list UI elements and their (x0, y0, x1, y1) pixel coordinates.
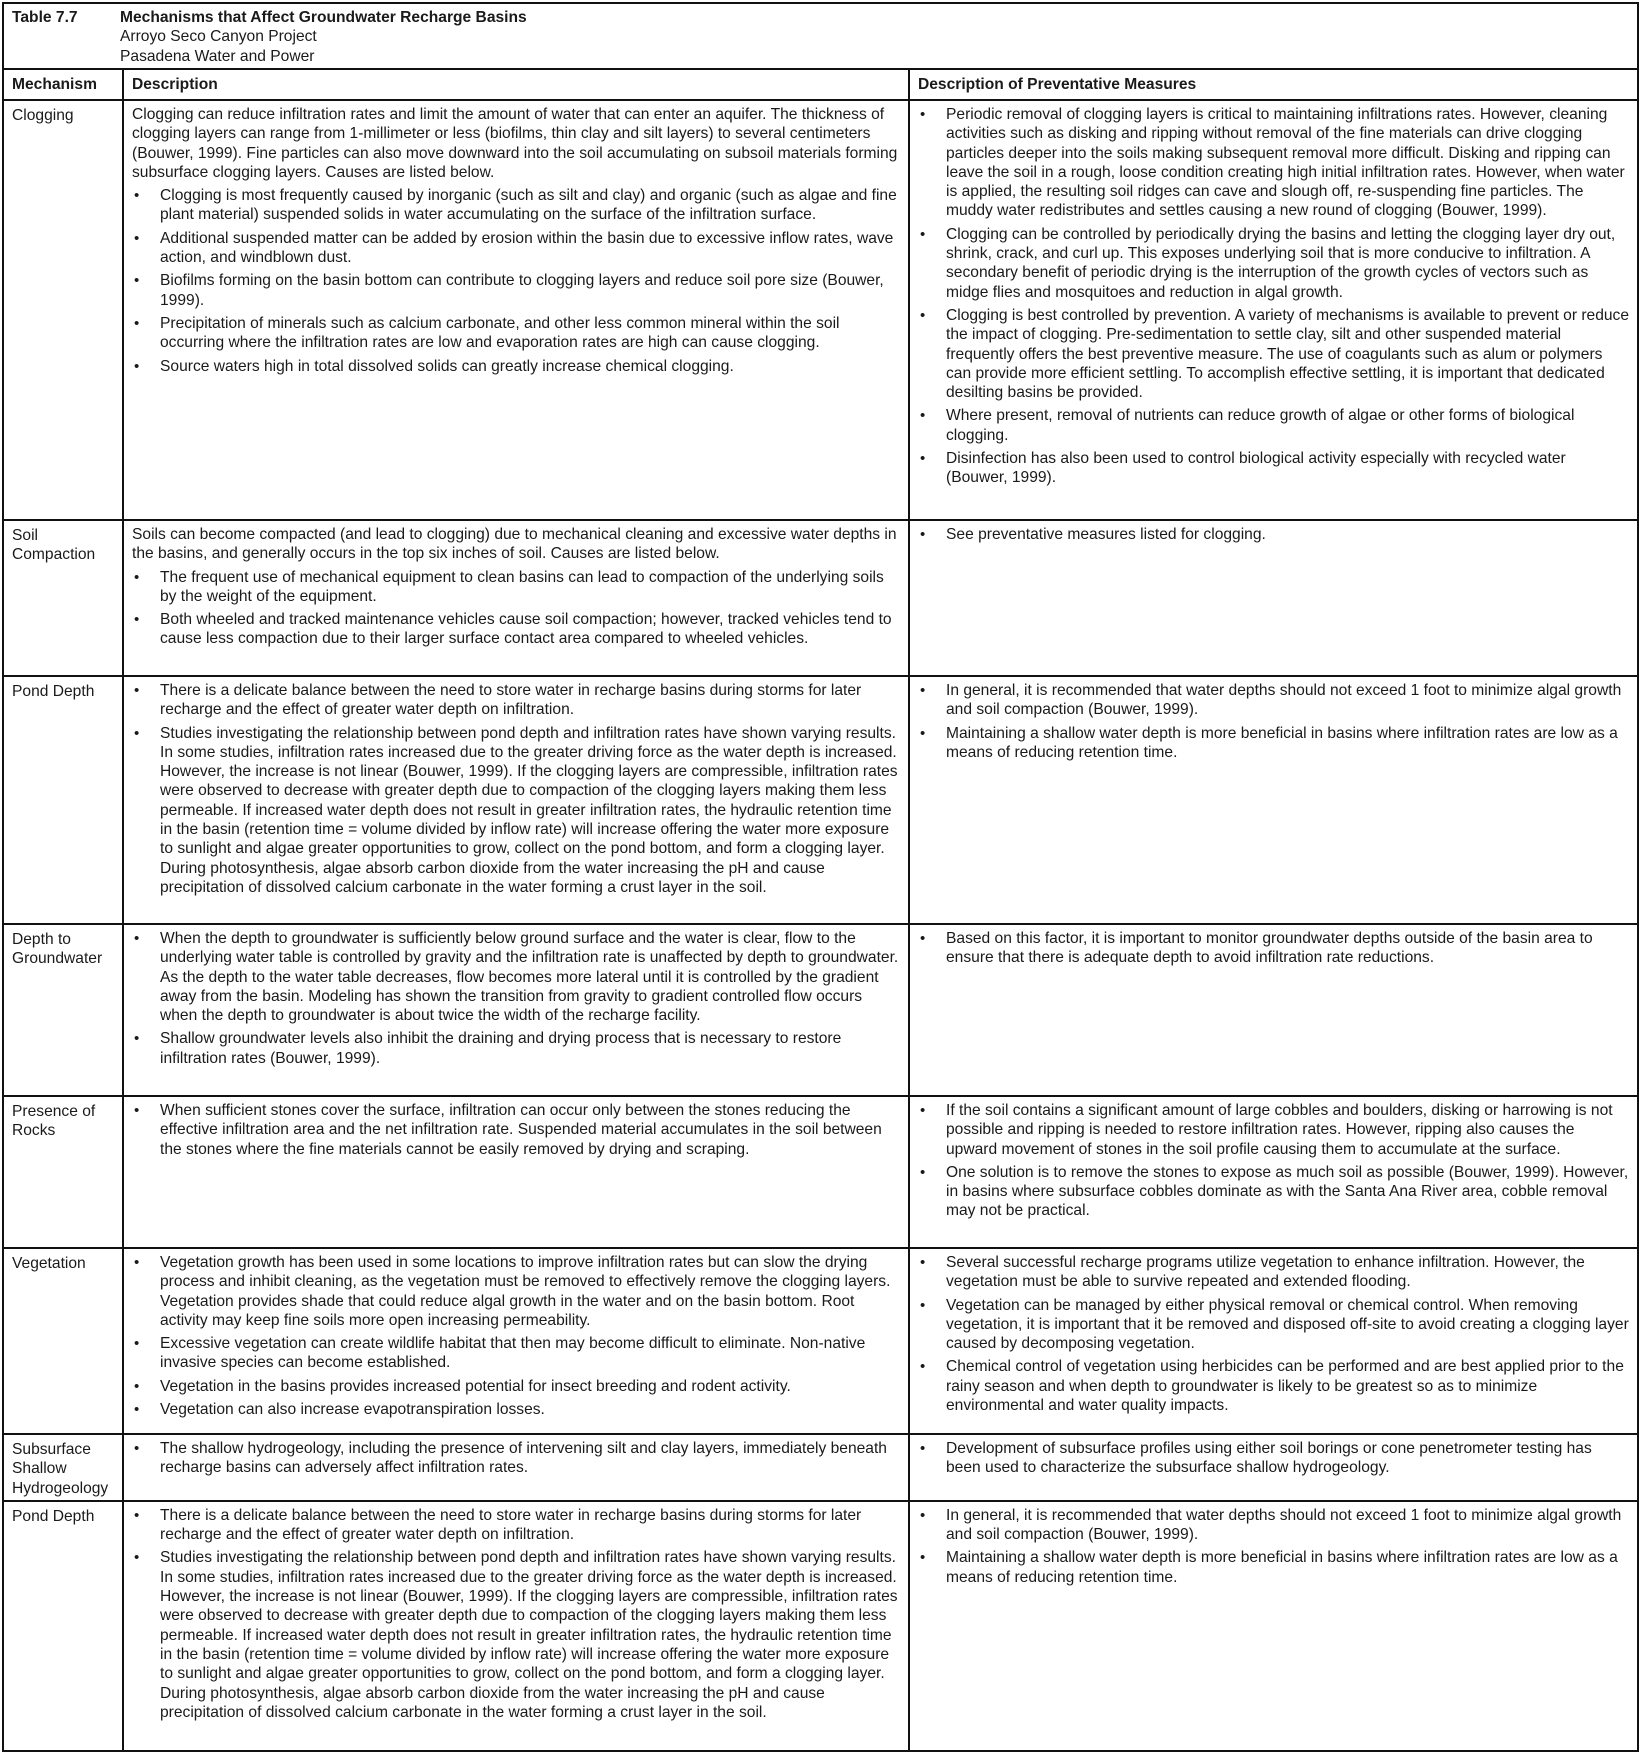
description-bullet (132, 681, 900, 720)
bullet-icon: • (134, 1401, 140, 1419)
description-bullet-text: Additional suspended matter can be added by erosion within the basin due to excessive inflow rates, wave action, and windblown dust. (160, 229, 894, 267)
bullet-icon: • (134, 1377, 140, 1395)
measure-bullet-list (918, 681, 1629, 762)
bullet-icon: • (134, 930, 140, 947)
measure-bullet-text: Periodic removal of clogging layers is critical to maintaining infiltrations rates. However, cleaning activities such as disking and ripping without removal of the fine materials can drive clogging particles deeper into the soils making subsequent removal more difficult. Disking and ripping can leave the soil in a rough, loose condition creating high initial infiltration rates. However, when water is applied, the resulting soil ridges can cave and slough off, re-suspending fine particles. The muddy water redistributes and settles causing a new round of clogging (Bouwer, 1999). (946, 106, 1625, 220)
description-cell (123, 676, 909, 924)
description-bullet-text: Shallow groundwater levels also inhibit the draining and drying process that is necessary to restore infiltration rates (Bouwer, 1999). (160, 1030, 842, 1067)
bullet-icon: • (920, 106, 926, 123)
bullet-icon: • (134, 314, 140, 332)
measure-bullet-list (918, 1253, 1629, 1415)
measure-bullet-text: Vegetation can be managed by either physical removal or chemical control. When removing vegetation, it is important that it be removed and disposed off-site to avoid creating a clogging layer caused by decomposing vegetation. (946, 1296, 1629, 1353)
description-bullet-text: Source waters high in total dissolved solids can greatly increase chemical clogging. (160, 357, 734, 375)
measure-bullet (918, 1253, 1629, 1292)
description-bullet-text: Excessive vegetation can create wildlife habitat that then may become difficult to eliminate. Non-native invasive species can become established. (160, 1335, 866, 1372)
header-row (3, 69, 1638, 100)
bullet-icon: • (920, 407, 926, 425)
description-bullet-list (132, 1439, 900, 1478)
description-bullet (132, 1439, 900, 1478)
description-bullet-list (132, 1101, 900, 1159)
description-bullet (132, 1548, 900, 1722)
bullet-icon: • (920, 1440, 926, 1457)
description-bullet-text: Vegetation growth has been used in some locations to improve infiltration rates but can slow the drying process and inhibit cleaning, as the vegetation must be removed to effectively remove the clogging layers. Vegetation provides shade that could reduce algal growth in the water and on the basin bottom. Root activity may keep fine soils more open increasing permeability. (160, 1254, 891, 1329)
preventative-measures-cell (909, 100, 1638, 520)
mechanism-cell: Clogging (3, 100, 123, 520)
table-row (3, 1434, 1638, 1501)
bullet-icon: • (134, 1549, 140, 1567)
bullet-icon: • (920, 930, 926, 947)
description-bullet (132, 1506, 900, 1545)
measure-bullet-text: In general, it is recommended that water depths should not exceed 1 foot to minimize algal growth and soil compaction (Bouwer, 1999). (946, 682, 1622, 719)
bullet-icon: • (134, 229, 140, 247)
bullet-icon: • (134, 682, 140, 699)
mechanism-cell: Pond Depth (3, 1501, 123, 1751)
table-row (3, 1248, 1638, 1434)
description-bullet-list (132, 1253, 900, 1419)
measure-bullet-text: Where present, removal of nutrients can reduce growth of algae or other forms of biological clogging. (946, 407, 1575, 444)
measure-bullet (918, 525, 1629, 544)
mechanisms-table (2, 2, 1639, 1752)
mechanism-cell: Vegetation (3, 1248, 123, 1434)
bullet-icon: • (920, 526, 926, 543)
header-mechanism: Mechanism (3, 69, 123, 100)
description-cell (123, 924, 909, 1096)
measure-bullet-text: Several successful recharge programs utilize vegetation to enhance infiltration. However, the vegetation must be able to survive repeated and extended flooding. (946, 1254, 1585, 1291)
description-bullet-list (132, 568, 900, 649)
bullet-icon: • (920, 682, 926, 699)
measure-bullet-text: Clogging can be controlled by periodically drying the basins and letting the clogging layer dry out, shrink, crack, and curl up. This exposes underlying soil that is more conducive to infiltration. A secondary benefit of periodic drying is the interruption of the growth cycles of vectors such as midge flies and mosquitoes and reduction in algal growth. (946, 225, 1616, 301)
measure-bullet-text: Maintaining a shallow water depth is more beneficial in basins where infiltration rates are low as a means of reducing retention time. (946, 724, 1618, 761)
measure-bullet-text: Maintaining a shallow water depth is more beneficial in basins where infiltration rates are low as a means of reducing retention time. (946, 1549, 1618, 1586)
description-cell (123, 1434, 909, 1501)
measure-bullet-text: One solution is to remove the stones to expose as much soil as possible (Bouwer, 1999). However, in basins where subsurface cobbles dominate as with the Santa Ana River area, cobble removal may not be practical. (946, 1163, 1629, 1220)
preventative-measures-cell (909, 1501, 1638, 1751)
preventative-measures-cell (909, 676, 1638, 924)
measure-bullet-text: See preventative measures listed for clogging. (946, 526, 1266, 543)
measure-bullet (918, 724, 1629, 763)
description-bullet (132, 1377, 900, 1396)
bullet-icon: • (134, 1506, 140, 1524)
measure-bullet (918, 449, 1629, 488)
description-bullet (132, 357, 900, 376)
mechanism-cell: Subsurface Shallow Hydrogeology (3, 1434, 123, 1501)
table-subtitle-org: Pasadena Water and Power (120, 47, 315, 65)
description-intro: Clogging can reduce infiltration rates and limit the amount of water that can enter an aquifer. The thickness of clogging layers can range from 1-millimeter or less (biofilms, thin clay and silt layers) to several centimeters (Bouwer, 1999). Fine particles can also move downward into the soil accumulating on subsoil materials forming subsurface clogging layers. Causes are listed below. (132, 106, 898, 181)
bullet-icon: • (134, 1254, 140, 1271)
table-title-cell (3, 3, 1638, 69)
description-bullet (132, 929, 900, 1025)
table-subtitle-project: Arroyo Seco Canyon Project (120, 28, 317, 46)
bullet-icon: • (920, 1358, 926, 1376)
measure-bullet-list (918, 929, 1629, 968)
measure-bullet (918, 1548, 1629, 1587)
bullet-icon: • (920, 1296, 926, 1314)
description-bullet-text: There is a delicate balance between the need to store water in recharge basins during storms for later recharge and the effect of greater water depth on infiltration. (160, 682, 862, 719)
measure-bullet (918, 306, 1629, 402)
description-bullet-list (132, 1506, 900, 1722)
measure-bullet (918, 1357, 1629, 1415)
preventative-measures-cell (909, 520, 1638, 676)
preventative-measures-cell (909, 1096, 1638, 1248)
description-bullet (132, 271, 900, 310)
bullet-icon: • (134, 611, 140, 629)
measure-bullet (918, 105, 1629, 221)
description-bullet-text: Both wheeled and tracked maintenance vehicles cause soil compaction; however, tracked vehicles tend to cause less compaction due to their larger surface contact area compared to wheeled vehicles. (160, 611, 892, 648)
measure-bullet (918, 1506, 1629, 1545)
measure-bullet-text: Chemical control of vegetation using herbicides can be performed and are best applied prior to the rainy season and when depth to groundwater is likely to be greatest so as to minimize environmental and water quality impacts. (946, 1358, 1624, 1415)
bullet-icon: • (134, 1102, 140, 1119)
measure-bullet (918, 1296, 1629, 1354)
preventative-measures-cell (909, 1434, 1638, 1501)
description-bullet-text: Vegetation can also increase evapotranspiration losses. (160, 1401, 545, 1419)
table-number: Table 7.7 (12, 9, 78, 26)
bullet-icon: • (134, 568, 140, 586)
description-bullet (132, 1101, 900, 1159)
measure-bullet-text: Clogging is best controlled by prevention. A variety of mechanisms is available to prevent or reduce the impact of clogging. Pre-sedimentation to settle clay, silt and other suspended material frequently offers the best preventive measure. The use of coagulants such as alum or polymers can provide more efficient settling. To accomplish effective settling, it is important that dedicated desilting basins be provided. (946, 306, 1630, 402)
description-cell (123, 100, 909, 520)
table-row (3, 100, 1638, 520)
measure-bullet-list (918, 105, 1629, 488)
description-bullet-list (132, 681, 900, 897)
description-bullet-text: Clogging is most frequently caused by inorganic (such as silt and clay) and organic (such as algae and fine plant material) suspended solids in water accumulating on the surface of the infiltration surface. (160, 187, 897, 224)
measure-bullet (918, 1439, 1629, 1478)
description-bullet-text: When sufficient stones cover the surface, infiltration can occur only between the stones reducing the effective infiltration area and the net infiltration rate. Suspended material accumulates in the soil between the stones where the fine materials cannot be easily removed by drying and scraping. (160, 1102, 882, 1158)
description-bullet-text: Biofilms forming on the basin bottom can contribute to clogging layers and reduce soil pore size (Bouwer, 1999). (160, 272, 884, 309)
header-preventative-measures: Description of Preventative Measures (909, 69, 1638, 100)
description-bullet (132, 610, 900, 649)
bullet-icon: • (134, 1335, 140, 1353)
description-cell (123, 1501, 909, 1751)
bullet-icon: • (134, 724, 140, 742)
measure-bullet-list (918, 525, 1629, 544)
table-row (3, 520, 1638, 676)
description-bullet (132, 229, 900, 268)
bullet-icon: • (134, 357, 140, 375)
description-bullet-text: Studies investigating the relationship between pond depth and infiltration rates have shown varying results. In some studies, infiltration rates increased due to the greater driving force as the water depth is increased. However, the increase is not linear (Bouwer, 1999). If the clogging layers are compressible, infiltration rates were observed to decrease with greater depth due to compaction of the clogging layers making them less permeable. If increased water depth does not result in greater infiltration rates, the hydraulic retention time in the basin (retention time = volume divided by inflow rate) will increase offering the water more exposure to sunlight and algae greater opportunities to grow, collect on the pond bottom, and form a clogging layer. During photosynthesis, algae absorb carbon dioxide from the water increasing the pH and cause precipitation of dissolved calcium carbonate in the water forming a crust layer in the soil. (160, 1549, 898, 1721)
preventative-measures-cell (909, 1248, 1638, 1434)
mechanism-cell: Pond Depth (3, 676, 123, 924)
bullet-icon: • (920, 1506, 926, 1524)
measure-bullet-list (918, 1101, 1629, 1221)
description-cell (123, 1248, 909, 1434)
table-title-row (3, 3, 1638, 69)
bullet-icon: • (920, 1549, 926, 1567)
table-title: Mechanisms that Affect Groundwater Recharge Basins (120, 9, 527, 26)
measure-bullet (918, 681, 1629, 720)
description-intro: Soils can become compacted (and lead to clogging) due to mechanical cleaning and excessive water depths in the basins, and generally occurs in the top six inches of soil. Causes are listed below. (132, 526, 897, 563)
description-bullet-text: Studies investigating the relationship between pond depth and infiltration rates have shown varying results. In some studies, infiltration rates increased due to the greater driving force as the water depth is increased. However, the increase is not linear (Bouwer, 1999). If the clogging layers are compressible, infiltration rates were observed to decrease with greater depth due to compaction of the clogging layers making them less permeable. If increased water depth does not result in greater infiltration rates, the hydraulic retention time in the basin (retention time = volume divided by inflow rate) will increase offering the water more exposure to sunlight and algae greater opportunities to grow, collect on the pond bottom, and form a clogging layer. During photosynthesis, algae absorb carbon dioxide from the water increasing the pH and cause precipitation of dissolved calcium carbonate in the water forming a crust layer in the soil. (160, 724, 898, 896)
measure-bullet (918, 406, 1629, 445)
description-bullet-text: The shallow hydrogeology, including the presence of intervening silt and clay layers, immediately beneath recharge basins can adversely affect infiltration rates. (160, 1440, 887, 1477)
description-bullet (132, 1400, 900, 1419)
bullet-icon: • (920, 724, 926, 742)
measure-bullet-text: If the soil contains a significant amount of large cobbles and boulders, disking or harrowing is not possible and ripping is needed to restore infiltration rates. However, ripping also causes the upward movement of stones in the soil profile causing them to accumulate at the surface. (946, 1102, 1613, 1158)
measure-bullet-list (918, 1506, 1629, 1587)
description-bullet (132, 1029, 900, 1068)
bullet-icon: • (920, 225, 926, 243)
table-row (3, 676, 1638, 924)
description-bullet (132, 1253, 900, 1330)
bullet-icon: • (920, 1163, 926, 1181)
description-bullet (132, 314, 900, 353)
measure-bullet (918, 225, 1629, 302)
description-bullet-text: Precipitation of minerals such as calcium carbonate, and other less common mineral within the soil occurring where the infiltration rates are low and evaporation rates are high can cause clogging. (160, 314, 840, 352)
description-cell (123, 520, 909, 676)
preventative-measures-cell (909, 924, 1638, 1096)
bullet-icon: • (920, 1102, 926, 1119)
measure-bullet (918, 1163, 1629, 1221)
bullet-icon: • (920, 450, 926, 468)
table-title-block (120, 8, 527, 66)
bullet-icon: • (134, 1030, 140, 1048)
description-bullet (132, 724, 900, 898)
bullet-icon: • (134, 272, 140, 290)
bullet-icon: • (134, 187, 140, 205)
mechanism-cell: Presence of Rocks (3, 1096, 123, 1248)
description-bullet-list (132, 929, 900, 1068)
mechanism-cell: Depth to Groundwater (3, 924, 123, 1096)
description-bullet-text: Vegetation in the basins provides increased potential for insect breeding and rodent activity. (160, 1377, 791, 1395)
bullet-icon: • (920, 1254, 926, 1271)
table-row (3, 1096, 1638, 1248)
description-cell (123, 1096, 909, 1248)
measure-bullet-text: Disinfection has also been used to control biological activity especially with recycled water (Bouwer, 1999). (946, 450, 1566, 487)
mechanism-cell: Soil Compaction (3, 520, 123, 676)
measure-bullet-list (918, 1439, 1629, 1478)
table-body (3, 100, 1638, 1751)
header-description: Description (123, 69, 909, 100)
description-bullet-text: When the depth to groundwater is sufficiently below ground surface and the water is clear, flow to the underlying water table is controlled by gravity and the infiltration rate is unaffected by depth to groundwater. As the depth to the water table decreases, flow becomes more lateral until it is controlled by the gradient away from the basin. Modeling has shown the transition from gravity to gradient controlled flow occurs when the depth to groundwater is about twice the width of the recharge facility. (160, 930, 899, 1025)
measure-bullet (918, 929, 1629, 968)
description-bullet (132, 1334, 900, 1373)
measure-bullet-text: In general, it is recommended that water depths should not exceed 1 foot to minimize algal growth and soil compaction (Bouwer, 1999). (946, 1506, 1622, 1544)
table-row (3, 1501, 1638, 1751)
measure-bullet-text: Development of subsurface profiles using either soil borings or cone penetrometer testing has been used to characterize the subsurface shallow hydrogeology. (946, 1440, 1592, 1477)
bullet-icon: • (134, 1440, 140, 1457)
description-bullet (132, 568, 900, 607)
bullet-icon: • (920, 306, 926, 324)
measure-bullet (918, 1101, 1629, 1159)
description-bullet-text: There is a delicate balance between the need to store water in recharge basins during storms for later recharge and the effect of greater water depth on infiltration. (160, 1506, 862, 1544)
measure-bullet-text: Based on this factor, it is important to monitor groundwater depths outside of the basin area to ensure that there is adequate depth to avoid infiltration rate reductions. (946, 930, 1593, 967)
description-bullet-list (132, 186, 900, 376)
description-bullet (132, 186, 900, 225)
table-row (3, 924, 1638, 1096)
description-bullet-text: The frequent use of mechanical equipment to clean basins can lead to compaction of the underlying soils by the weight of the equipment. (160, 568, 884, 605)
